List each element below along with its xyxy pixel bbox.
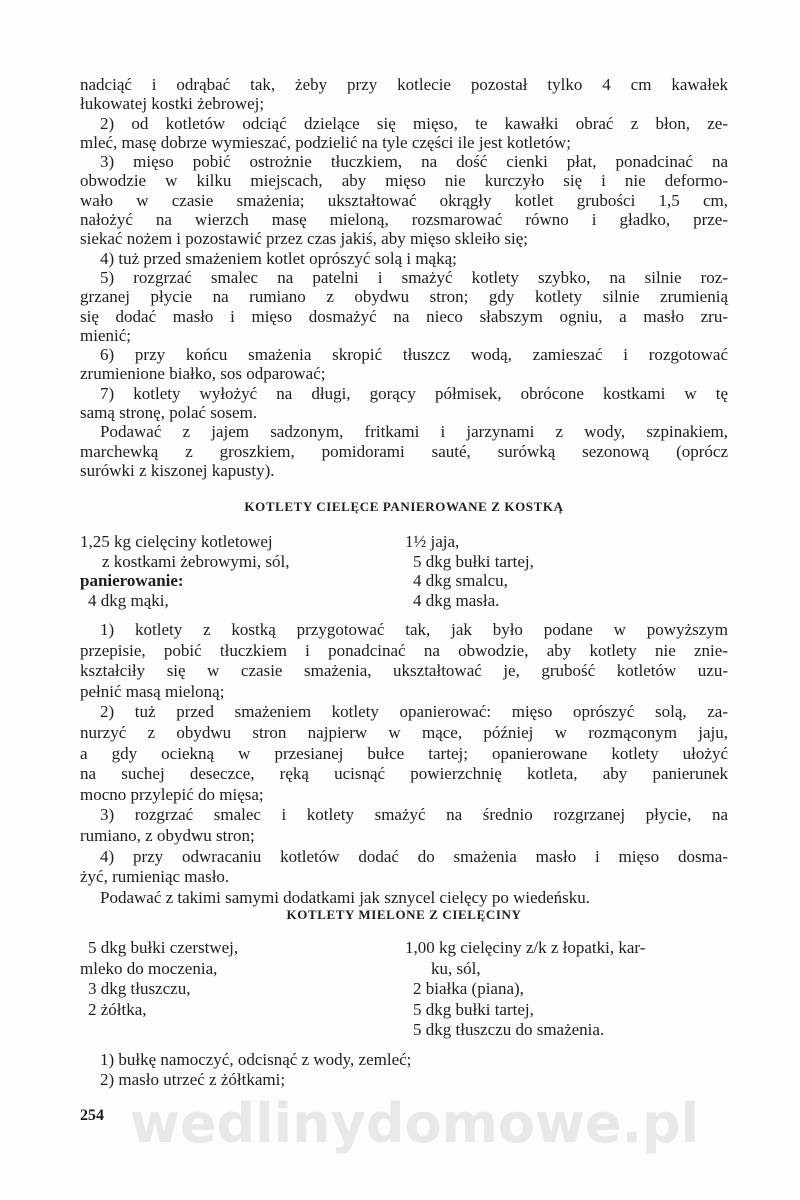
paragraph [80, 620, 728, 702]
text-line: 6) przy końcu smażenia skropić tłuszcz wodą, zamieszać i rozgotować [100, 345, 728, 365]
paragraph [80, 114, 728, 153]
ingredient: 1½ jaja, [405, 532, 460, 551]
ingredient: 4 dkg masła. [413, 590, 500, 610]
text-line: 4) przy odwracaniu kotletów dodać do smażenia masło i mięso dosma- [100, 846, 728, 866]
paragraph [80, 888, 728, 909]
paragraph [80, 847, 728, 888]
paragraph [80, 152, 728, 248]
text-line: wało w czasie smażenia; ukształtować okrągły kotlet grubości 1,5 cm, [80, 190, 728, 210]
text-line: 4) tuż przed smażeniem kotlet oprószyć solą i mąką; [100, 248, 457, 268]
ingredient: 5 dkg bułki tartej, [413, 551, 534, 571]
text-line: obwodzie w kilku miejscach, aby mięso nie kurczyło się i nie deformo- [80, 171, 728, 191]
text-line: Podawać z takimi samymi dodatkami jak sznycel cielęcy po wiedeńsku. [100, 887, 591, 907]
text-line: Podawać z jajem sadzonym, fritkami i jarzynami z wody, szpinakiem, [100, 422, 728, 442]
text-line: mocno przylepić do mięsa; [80, 784, 264, 804]
text-line: zrumienione białko, sos odparować; [80, 364, 326, 384]
page-number: 254 [80, 1107, 104, 1124]
text-line: żyć, rumieniąc masło. [80, 867, 230, 887]
paragraph [80, 702, 728, 805]
ingredient: mleko do moczenia, [80, 958, 218, 978]
paragraph [80, 422, 728, 480]
ingredient: 5 dkg bułki tartej, [413, 999, 534, 1019]
text-line: marchewką z groszkiem, pomidorami sauté, surówką sezonową (oprócz [80, 441, 728, 461]
text-line: pełnić masą mieloną; [80, 681, 225, 701]
text-line: 1) bułkę namoczyć, odcisnąć z wody, zemleć; [100, 1050, 412, 1069]
text-line: surówki z kiszonej kapusty). [80, 460, 275, 480]
text-line: nałożyć na wierzch masę mieloną, rozsmarować równo i gładko, prze- [80, 210, 728, 230]
watermark: wedlinydomowe.pl [130, 1092, 700, 1155]
ingredients-left-column [80, 532, 289, 610]
text-line: nurzyć z obydwu stron najpierw w mące, później w rozmąconym jaju, [80, 722, 728, 742]
ingredient: 5 dkg bułki czerstwej, [88, 938, 239, 957]
text-line: a gdy ociekną w przesianej bułce tartej; opanierowane kotlety ułożyć [80, 743, 728, 763]
recipe-steps [80, 1050, 728, 1090]
paragraph [80, 268, 728, 345]
text-line: 5) rozgrzać smalec na patelni i smażyć kotlety szybko, na silnie roz- [100, 267, 728, 287]
text-line: mleć, masę dobrze wymieszać, podzielić na tyle części ile jest kotletów; [80, 132, 571, 152]
paragraph [80, 805, 728, 846]
text-line: samą stronę, polać sosem. [80, 403, 258, 423]
paragraph [80, 1070, 728, 1090]
text-line: się dodać masło i mięso dosmażyć na nieco słabszym ogniu, a masło zru- [80, 306, 728, 326]
recipe-title: KOTLETY MIELONE Z CIELĘCINY [286, 907, 522, 922]
text-line: 3) rozgrzać smalec i kotlety smażyć na średnio rozgrzanej płycie, na [100, 805, 728, 825]
intro-text [80, 75, 728, 480]
ingredient: 2 białka (piana), [413, 979, 524, 998]
paragraph [80, 384, 728, 423]
paragraph [80, 345, 728, 384]
text-line: 7) kotlety wyłożyć na długi, gorący półmisek, obrócone kostkami w tę [100, 383, 728, 403]
ingredients-right-column [405, 938, 645, 1041]
text-line: rumiano, z obydwu stron; [80, 825, 255, 845]
text-line: mienić; [80, 325, 131, 345]
paragraph [80, 249, 728, 268]
recipe-steps [80, 620, 728, 908]
ingredients-right-column [405, 532, 534, 610]
text-line: przepisie, pobić tłuczkiem i ponadcinać na obwodzie, aby kotlety nie znie- [80, 640, 728, 660]
text-line: na suchej deseczce, ręką ucisnąć powierzchnię kotleta, aby panierunek [80, 764, 728, 784]
text-line: siekać nożem i pozostawić przez czas jakiś, aby mięso skleiło się; [80, 229, 528, 249]
text-line: 3) mięso pobić ostrożnie tłuczkiem, na dość cienki płat, ponadcinać na [100, 152, 728, 172]
paragraph [80, 75, 728, 114]
text-line: 2) tuż przed smażeniem kotlety opanierować: mięso oprószyć solą, za- [100, 702, 728, 722]
recipe-title: KOTLETY CIELĘCE PANIEROWANE Z KOSTKĄ [244, 499, 564, 514]
text-line: 2) od kotletów odciąć dzielące się mięso, te kawałki obrać z błon, ze- [100, 113, 728, 133]
text-line: łukowatej kostki żebrowej; [80, 94, 265, 114]
text-line: nadciąć i odrąbać tak, żeby przy kotlecie pozostał tylko 4 cm kawałek [80, 75, 728, 94]
text-line: 2) masło utrzeć z żółtkami; [100, 1070, 286, 1089]
ingredients-left-column [80, 938, 238, 1020]
ingredient: z kostkami żebrowymi, sól, [102, 551, 290, 571]
text-line: 1) kotlety z kostką przygotować tak, jak było podane w powyższym [100, 620, 728, 639]
ingredient: 4 dkg mąki, [88, 590, 169, 610]
text-line: grzanej płycie na rumiano z obydwu stron; gdy kotlety silnie zrumienią [80, 287, 728, 307]
ingredient: 3 dkg tłuszczu, [88, 979, 191, 998]
text-line: kształciły się w czasie smażenia, ukształtować je, grubość kotletów uzu- [80, 661, 728, 681]
ingredient-subheading: panierowanie: [80, 571, 184, 590]
ingredient: 1,25 kg cielęciny kotletowej [80, 532, 273, 551]
ingredient: 4 dkg smalcu, [413, 571, 508, 590]
paragraph [80, 1050, 728, 1070]
ingredient: ku, sól, [431, 958, 481, 978]
ingredient: 2 żółtka, [88, 999, 147, 1019]
ingredient: 5 dkg tłuszczu do smażenia. [413, 1020, 605, 1039]
ingredient: 1,00 kg cielęciny z/k z łopatki, kar- [405, 938, 646, 957]
